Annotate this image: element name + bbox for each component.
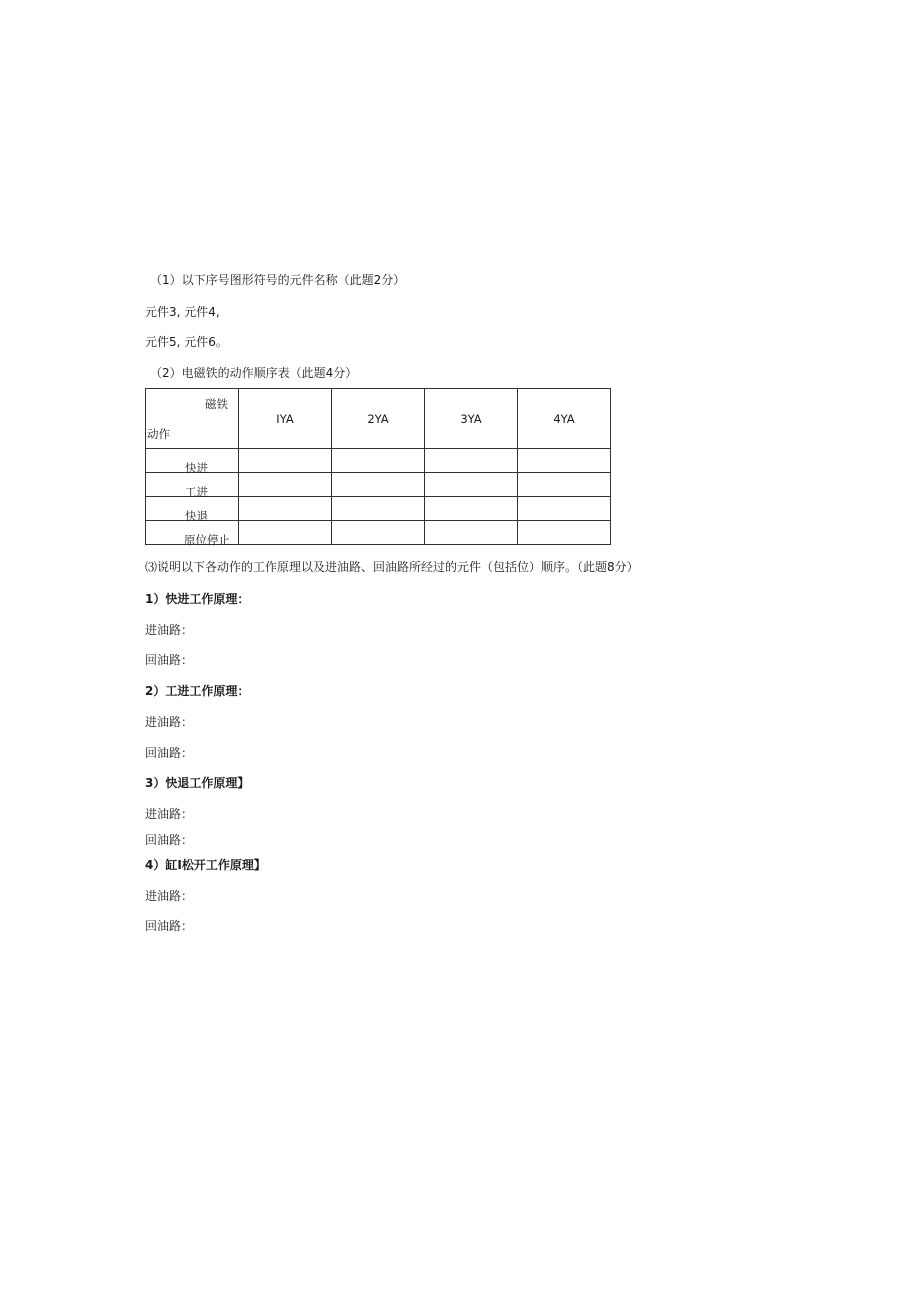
- section-heading: 4）缸I松开工作原理】: [145, 858, 266, 872]
- table-cell: [425, 521, 518, 545]
- table-cell: [239, 473, 332, 497]
- table-cell: [332, 449, 425, 473]
- q1-line-1: 元件3, 元件4,: [145, 305, 220, 319]
- solenoid-sequence-table: [145, 388, 611, 545]
- corner-label-solenoid: 磁铁: [205, 397, 228, 411]
- row-label: 快退: [146, 497, 239, 521]
- section-heading: 3）快退工作原理】: [145, 776, 250, 790]
- table-cell: [518, 521, 611, 545]
- inlet-path-label: 进油路：: [145, 715, 194, 729]
- table-cell: [425, 497, 518, 521]
- return-path-label: 回油路：: [145, 653, 194, 667]
- row-label: 工进: [146, 473, 239, 497]
- q1-line-2: 元件5, 元件6。: [145, 335, 228, 349]
- column-header: 4YA: [518, 389, 611, 449]
- return-path-label: 回油路：: [145, 746, 194, 760]
- table-cell: [425, 473, 518, 497]
- inlet-path-label: 进油路：: [145, 807, 194, 821]
- table-row: [146, 473, 611, 497]
- table-cell: [332, 521, 425, 545]
- table-row: [146, 449, 611, 473]
- table-cell: [239, 521, 332, 545]
- column-header: 2YA: [332, 389, 425, 449]
- inlet-path-label: 进油路：: [145, 623, 194, 637]
- row-label: 原位停止: [146, 521, 239, 545]
- q3-title: ⑶说明以下各动作的工作原理以及进油路、回油路所经过的元件（包括位）顺序。（此题8分）: [145, 560, 639, 574]
- table-cell: [332, 473, 425, 497]
- table-cell: [239, 449, 332, 473]
- table-row: [146, 521, 611, 545]
- table-corner-cell: [146, 389, 239, 449]
- column-header: IYA: [239, 389, 332, 449]
- table-cell: [239, 497, 332, 521]
- row-label: 快进: [146, 449, 239, 473]
- corner-label-action: 动作: [147, 427, 170, 441]
- table-cell: [425, 449, 518, 473]
- return-path-label: 回油路：: [145, 919, 194, 933]
- table-header-row: [146, 389, 611, 449]
- section-heading: 1）快进工作原理：: [145, 592, 250, 606]
- return-path-label: 回油路：: [145, 833, 194, 847]
- table-cell: [332, 497, 425, 521]
- table-cell: [518, 497, 611, 521]
- section-heading: 2）工进工作原理：: [145, 684, 250, 698]
- inlet-path-label: 进油路：: [145, 889, 194, 903]
- q1-title: （1）以下序号图形符号的元件名称（此题2分）: [150, 273, 406, 287]
- table-row: [146, 497, 611, 521]
- table-cell: [518, 473, 611, 497]
- table-cell: [518, 449, 611, 473]
- q2-title: （2）电磁铁的动作顺序表（此题4分）: [150, 366, 358, 380]
- column-header: 3YA: [425, 389, 518, 449]
